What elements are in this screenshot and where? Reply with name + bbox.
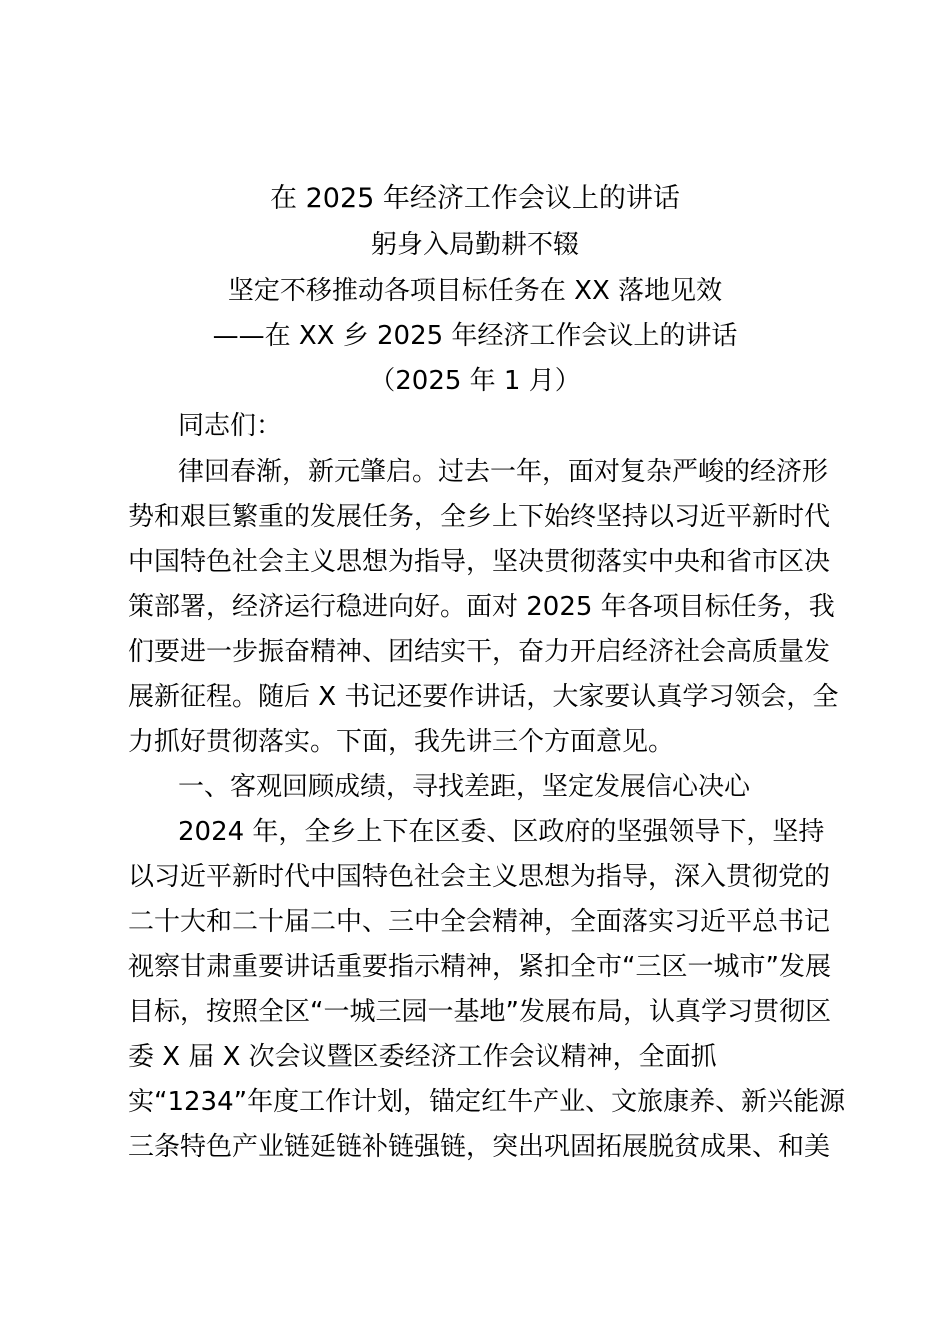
paragraph-line: 策部署，经济运行稳进向好。面对 2025 年各项目标任务，我	[128, 592, 835, 622]
paragraph-line: 目标，按照全区“一城三园一基地”发展布局，认真学习贯彻区	[128, 997, 831, 1027]
paragraph-line: 三条特色产业链延链补链强链，突出巩固拓展脱贫成果、和美	[128, 1132, 831, 1162]
document-title: 在 2025 年经济工作会议上的讲话	[270, 183, 680, 214]
paragraph-line: 律回春渐，新元肇启。过去一年，面对复杂严峻的经济形	[178, 457, 829, 487]
paragraph-line: 展新征程。随后 X 书记还要作讲话，大家要认真学习领会，全	[128, 682, 839, 712]
paragraph-line: 委 X 届 X 次会议暨区委经济工作会议精神，全面抓	[128, 1042, 717, 1072]
document-subtitle-3: ——在 XX 乡 2025 年经济工作会议上的讲话	[212, 321, 738, 351]
document-date: （2025 年 1 月）	[369, 366, 581, 396]
paragraph-line: 2024 年，全乡上下在区委、区政府的坚强领导下，坚持	[178, 817, 825, 847]
section-heading-1: 一、客观回顾成绩，寻找差距，坚定发展信心决心	[178, 772, 751, 802]
paragraph-line: 二十大和二十届二中、三中全会精神，全面落实习近平总书记	[128, 907, 831, 937]
paragraph-line: 中国特色社会主义思想为指导，坚决贯彻落实中央和省市区决	[128, 547, 831, 577]
paragraph-line: 以习近平新时代中国特色社会主义思想为指导，深入贯彻党的	[128, 862, 831, 892]
paragraph-line: 视察甘肃重要讲话重要指示精神，紧扣全市“三区一城市”发展	[128, 952, 831, 982]
paragraph-line: 力抓好贯彻落实。下面，我先讲三个方面意见。	[128, 727, 675, 757]
document-subtitle-1: 躬身入局勤耕不辍	[370, 230, 579, 260]
paragraph-line: 实“1234”年度工作计划，锚定红牛产业、文旅康养、新兴能源	[128, 1087, 846, 1117]
paragraph-line: 们要进一步振奋精神、团结实干，奋力开启经济社会高质量发	[128, 637, 831, 667]
greeting: 同志们：	[178, 411, 283, 441]
paragraph-line: 势和艰巨繁重的发展任务，全乡上下始终坚持以习近平新时代	[128, 502, 831, 532]
document-subtitle-2: 坚定不移推动各项目标任务在 XX 落地见效	[227, 276, 723, 306]
